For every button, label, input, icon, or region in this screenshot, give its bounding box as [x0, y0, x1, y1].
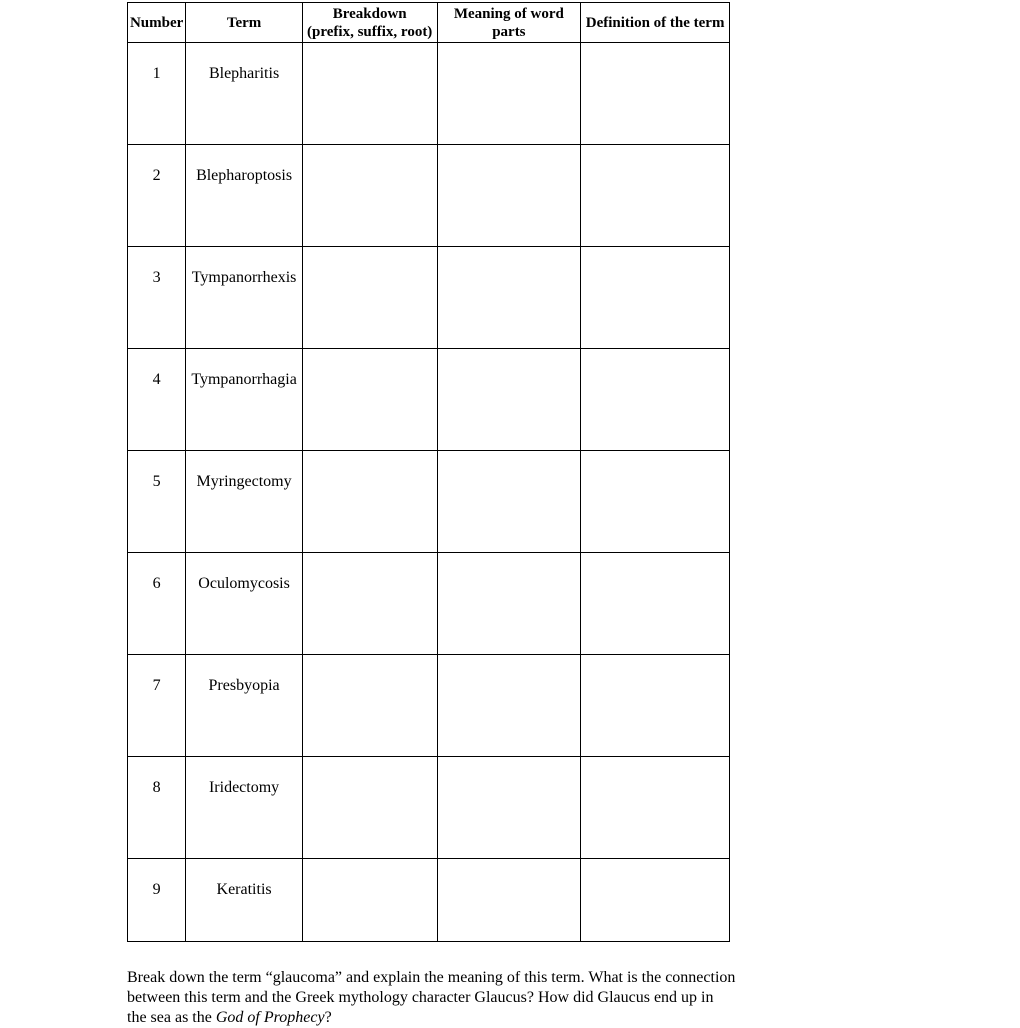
table-row — [128, 451, 730, 553]
question-end: ? — [324, 1009, 332, 1026]
table-row — [128, 43, 730, 145]
meaning-cell — [437, 145, 581, 247]
breakdown-cell — [302, 553, 437, 655]
breakdown-cell — [302, 859, 437, 942]
breakdown-cell — [302, 451, 437, 553]
header-breakdown: Breakdown (prefix, suffix, root) — [302, 3, 437, 43]
meaning-cell — [437, 553, 581, 655]
breakdown-cell — [302, 757, 437, 859]
glaucoma-question — [127, 968, 737, 1028]
term-cell: Myringectomy — [186, 451, 303, 553]
term-cell: Presbyopia — [186, 655, 303, 757]
table-row — [128, 553, 730, 655]
header-meaning: Meaning of word parts — [437, 3, 581, 43]
terminology-table — [127, 2, 730, 942]
number-cell: 8 — [128, 757, 186, 859]
table-row — [128, 655, 730, 757]
table-row — [128, 757, 730, 859]
breakdown-cell — [302, 145, 437, 247]
breakdown-cell — [302, 655, 437, 757]
definition-cell — [581, 43, 730, 145]
term-cell: Tympanorrhexis — [186, 247, 303, 349]
term-cell: Iridectomy — [186, 757, 303, 859]
breakdown-cell — [302, 247, 437, 349]
meaning-cell — [437, 43, 581, 145]
number-cell: 1 — [128, 43, 186, 145]
definition-cell — [581, 859, 730, 942]
meaning-cell — [437, 349, 581, 451]
header-definition: Definition of the term — [581, 3, 730, 43]
header-number: Number — [128, 3, 186, 43]
number-cell: 9 — [128, 859, 186, 942]
breakdown-cell — [302, 349, 437, 451]
meaning-cell — [437, 247, 581, 349]
table-row — [128, 247, 730, 349]
meaning-cell — [437, 451, 581, 553]
term-cell: Oculomycosis — [186, 553, 303, 655]
definition-cell — [581, 655, 730, 757]
breakdown-cell — [302, 43, 437, 145]
definition-cell — [581, 247, 730, 349]
question-text: Break down the term “glaucoma” and explain the meaning of this term. What is the connection between this term and the Greek mythology character Glaucus? How did Glaucus end up in the sea as the — [127, 969, 736, 1026]
definition-cell — [581, 451, 730, 553]
definition-cell — [581, 349, 730, 451]
header-term: Term — [186, 3, 303, 43]
table-row — [128, 859, 730, 942]
number-cell: 2 — [128, 145, 186, 247]
meaning-cell — [437, 859, 581, 942]
number-cell: 6 — [128, 553, 186, 655]
definition-cell — [581, 553, 730, 655]
term-cell: Keratitis — [186, 859, 303, 942]
question-italic-phrase: God of Prophecy — [215, 1009, 325, 1026]
definition-cell — [581, 757, 730, 859]
term-cell: Blepharoptosis — [186, 145, 303, 247]
number-cell: 4 — [128, 349, 186, 451]
table-row — [128, 145, 730, 247]
number-cell: 3 — [128, 247, 186, 349]
header-row — [128, 3, 730, 43]
meaning-cell — [437, 757, 581, 859]
definition-cell — [581, 145, 730, 247]
number-cell: 7 — [128, 655, 186, 757]
term-cell: Blepharitis — [186, 43, 303, 145]
number-cell: 5 — [128, 451, 186, 553]
table-row — [128, 349, 730, 451]
meaning-cell — [437, 655, 581, 757]
term-cell: Tympanorrhagia — [186, 349, 303, 451]
